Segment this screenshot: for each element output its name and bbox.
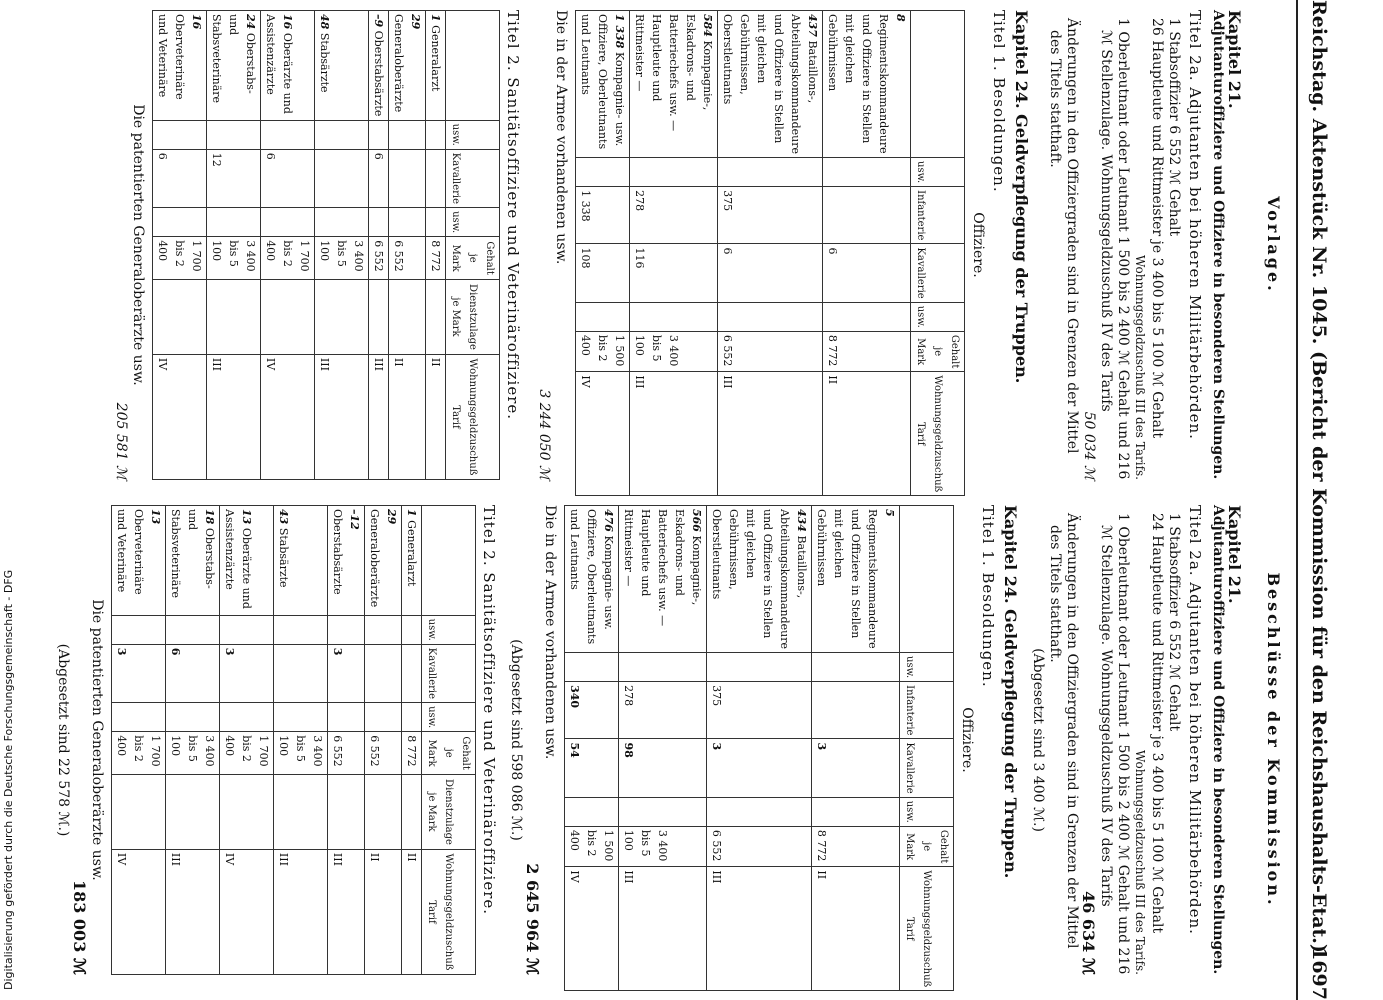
text-line: 1 Oberleutnant oder Leutnant 1 500 bis 2 400 ℳ Gehalt und 216 ℳ Stellenzulage. Wohnungsgeldzuschuß IV des Tarifs <box>1098 18 1131 480</box>
sum: 3 244 050 ℳ <box>536 389 552 480</box>
cell: 3 400 bis 5 100 <box>274 732 328 775</box>
table-header: usw. <box>900 797 954 826</box>
cell: 1 500 bis 2 400 <box>576 331 630 372</box>
text-line: 1 Oberleutnant oder Leutnant 1 500 bis 2 400 ℳ Gehalt und 216 ℳ Stellenzulage. Wohnungsgeldzuschuß IV des Tarifs <box>1098 513 1131 975</box>
cell: 3 400 bis 5 100 <box>315 237 369 280</box>
row-label: Oberstabs- und Stabsveterinäre <box>210 14 257 104</box>
title-heading: Titel 2. Sanitätsoffiziere und Veterinäroffiziere. <box>480 505 498 916</box>
cell <box>812 682 900 739</box>
column-beschluesse <box>50 505 1290 988</box>
medical-table <box>111 505 476 975</box>
column-heading: Beschlüsse der Kommission. <box>1264 572 1283 908</box>
cell: II <box>402 849 422 974</box>
row-count: 566 <box>690 509 703 532</box>
row-count: 434 <box>795 509 808 532</box>
cell: 12 <box>207 149 261 207</box>
cell <box>426 149 446 207</box>
table-row <box>707 506 812 991</box>
text-line: 1 Stabsoffizier 6 552 ℳ Gehalt <box>1166 18 1182 237</box>
column-heading: Vorlage. <box>1264 196 1283 294</box>
cell: 116 <box>630 244 718 302</box>
row-label: Bataillons-, Abteilungskommandeure und Offiziere in Stellen mit gleichen Gebührnissen, Oberstleutnants <box>721 14 819 155</box>
row-count: 13 <box>149 509 162 525</box>
text-line: Die patentierten Generaloberärzte usw. <box>89 599 105 881</box>
row-label: Generalarzt <box>429 25 442 92</box>
cell: 1 500 bis 2 400 <box>565 826 619 867</box>
text-line: Änderungen in den Offiziergraden sind in Grenzen der Mittel des Titels statthaft. <box>1047 513 1080 949</box>
row-count: 8 <box>894 14 907 22</box>
header-title: Reichstag. Aktenstück Nr. 1045. (Bericht der Kommission für den Reichshaushalts-Etat.) <box>1308 0 1330 953</box>
row-count: 476 <box>602 509 615 532</box>
cell: 278 <box>619 682 707 739</box>
cell: II <box>812 867 900 991</box>
cell: 1 700 bis 2 400 <box>153 237 207 280</box>
row-count: 437 <box>806 14 819 37</box>
sum: 46 634 ℳ <box>1079 891 1098 975</box>
cell: 6 <box>166 644 220 702</box>
cell: IV <box>220 849 274 974</box>
row-count: –9 <box>372 14 385 28</box>
cell: 1 700 bis 2 400 <box>112 732 166 775</box>
cell: II <box>365 849 402 974</box>
cell: 6 552 <box>369 237 389 280</box>
row-count: 43 <box>277 509 290 525</box>
row-label: Oberveterinäre und Veterinäre <box>156 14 186 100</box>
table-header: Gehalt je Mark <box>911 331 965 372</box>
table-header: Wohnungsgeldzuschuß Tarif <box>422 849 476 974</box>
cell: 108 <box>576 244 630 302</box>
table-header: usw. <box>422 703 476 732</box>
cell: 375 <box>718 187 823 244</box>
table-row <box>812 506 900 991</box>
cell: 98 <box>619 739 707 797</box>
title-heading: Titel 2a. Adjutanten bei höheren Militärbehörden. <box>1186 10 1204 440</box>
cell: 6 <box>718 244 823 302</box>
officers-table <box>564 505 954 991</box>
column-vorlage <box>50 10 1290 493</box>
cell: 3 400 bis 5 100 <box>630 331 718 372</box>
chapter-heading: Kapitel 24. Geldverpflegung der Truppen. <box>1001 505 1020 879</box>
row-count: 16 <box>190 14 203 30</box>
table-row <box>426 11 446 480</box>
table-header: Wohnungsgeldzuschuß Tarif <box>900 867 954 991</box>
officers-table <box>575 10 965 496</box>
cell <box>365 644 402 702</box>
table-row <box>166 506 220 975</box>
table-row <box>389 11 426 480</box>
row-count: 1 <box>429 14 442 22</box>
cell: III <box>315 354 369 479</box>
cell: 8 772 <box>823 331 911 372</box>
row-label: Kompagnie-, Eskadrons- und Batteriechefs usw. — Hauptleute und Rittmeister — <box>622 509 703 627</box>
cell: IV <box>261 354 315 479</box>
brace-note: Wohnungsgeldzuschuß III des Tarifs. <box>1133 749 1147 975</box>
cell <box>274 644 328 702</box>
row-count: 16 <box>281 14 294 30</box>
chapter-heading: Kapitel 24. Geldverpflegung der Truppen. <box>1012 10 1031 384</box>
cell <box>402 644 422 702</box>
sum: 2 645 964 ℳ <box>523 863 542 975</box>
cell: 375 <box>707 682 812 739</box>
row-label: Stabsärzte <box>277 527 290 588</box>
cell: 6 552 <box>389 237 426 280</box>
section-heading: Offiziere. <box>959 707 975 773</box>
cell: IV <box>565 867 619 991</box>
cell: III <box>274 849 328 974</box>
table-header: usw. <box>446 208 500 237</box>
title-heading: Titel 2a. Adjutanten bei höheren Militärbehörden. <box>1186 505 1204 935</box>
cell: 3 400 bis 5 100 <box>619 826 707 867</box>
cell: III <box>619 867 707 991</box>
cell: III <box>207 354 261 479</box>
table-row <box>402 506 422 975</box>
dfg-credit-text: Digitalisierung gefördert durch die Deutsche Forschungsgemeinschaft - DFG <box>2 569 15 990</box>
row-label: Generaloberärzte <box>368 509 381 608</box>
table-header: usw. <box>900 653 954 682</box>
cell: III <box>707 867 812 991</box>
table-header: Gehalt je Mark <box>446 237 500 280</box>
table-row <box>328 506 365 975</box>
cell: 3 400 bis 5 100 <box>207 237 261 280</box>
running-header <box>1296 0 1338 1000</box>
cell <box>389 149 426 207</box>
table-header <box>446 11 500 121</box>
row-count: –12 <box>348 509 361 530</box>
table-row <box>565 506 619 991</box>
table-header: Kavallerie <box>446 149 500 207</box>
row-count: 29 <box>409 14 422 30</box>
table-row <box>261 11 315 480</box>
abgesetzt-note: (Abgesetzt sind 3 400 ℳ.) <box>1030 648 1046 832</box>
table-header: Dienstzulage je Mark <box>422 775 476 850</box>
row-count: 1 338 <box>613 14 626 49</box>
cell: III <box>718 372 823 496</box>
cell: 1 338 <box>576 187 630 244</box>
cell: 6 552 <box>707 826 812 867</box>
cell: 6 <box>153 149 207 207</box>
table-header: usw. <box>446 120 500 149</box>
row-label: Regimentskommandeure und Offiziere in Stellen mit gleichen Gebührnissen <box>815 509 879 649</box>
text-line: Die in der Armee vorhandenen usw. <box>542 505 558 760</box>
table-header: Kavallerie <box>900 739 954 797</box>
row-label: Regimentskommandeure und Offiziere in Stellen mit gleichen Gebührnissen <box>826 14 890 154</box>
table-header: Kavallerie <box>422 644 476 702</box>
table-header <box>900 506 954 653</box>
table-row <box>630 11 718 496</box>
table-row <box>112 506 166 975</box>
cell: 6 552 <box>718 331 823 372</box>
chapter-heading: Kapitel 21. <box>1225 10 1244 109</box>
row-label: Kompagnie-, Eskadrons- und Batteriechefs usw. — Hauptleute und Rittmeister — <box>633 14 714 132</box>
table-header: usw. <box>911 302 965 331</box>
cell: 3 <box>112 644 166 702</box>
table-row <box>274 506 328 975</box>
row-label: Oberstabs- und Stabsveterinäre <box>169 509 216 599</box>
table-row <box>207 11 261 480</box>
row-label: Oberstabsärzte <box>331 509 344 595</box>
table-row <box>220 506 274 975</box>
chapter-subheading: Adjutanturoffiziere und Offiziere in besonderen Stellungen. <box>1210 10 1226 480</box>
chapter-subheading: Adjutanturoffiziere und Offiziere in besonderen Stellungen. <box>1210 505 1226 975</box>
cell: III <box>166 849 220 974</box>
cell: 8 772 <box>402 732 422 775</box>
cell: IV <box>153 354 207 479</box>
row-count: 29 <box>385 509 398 525</box>
cell: IV <box>112 849 166 974</box>
cell: 6 552 <box>328 732 365 775</box>
row-count: 13 <box>240 509 253 525</box>
page-number: 1697 <box>1308 947 1330 1000</box>
row-label: Stabsärzte <box>318 32 331 93</box>
sum: 205 581 ℳ <box>113 402 129 480</box>
row-count: 584 <box>701 14 714 37</box>
row-count: 5 <box>883 509 896 517</box>
cell: 6 <box>369 149 389 207</box>
row-label: Generaloberärzte <box>392 14 405 113</box>
sum: 50 034 ℳ <box>1081 411 1097 480</box>
abgesetzt-note: (Abgesetzt sind 22 578 ℳ.) <box>55 643 71 837</box>
table-header: Gehalt je Mark <box>422 732 476 775</box>
table-row <box>315 11 369 480</box>
cell: II <box>823 372 911 496</box>
row-label: Kompagnie- usw. Offiziere, Oberleutnants und Leutnants <box>579 14 626 150</box>
chapter-heading: Kapitel 21. <box>1225 505 1244 604</box>
title-heading: Titel 1. Besoldungen. <box>979 505 997 688</box>
cell: III <box>328 849 365 974</box>
row-count: 1 <box>405 509 418 517</box>
row-label: Oberstabsärzte <box>372 30 385 117</box>
cell: 3 <box>220 644 274 702</box>
row-count: 24 <box>244 14 257 30</box>
cell: 6 552 <box>365 732 402 775</box>
cell: III <box>630 372 718 496</box>
table-header: Dienstzulage je Mark <box>446 280 500 355</box>
sum: 183 003 ℳ <box>70 879 89 975</box>
cell: 3 <box>812 739 900 797</box>
text-line: Änderungen in den Offiziergraden sind in Grenzen der Mittel des Titels statthaft. <box>1047 18 1080 454</box>
cell: II <box>389 354 426 479</box>
row-count: 18 <box>203 509 216 525</box>
abgesetzt-note: (Abgesetzt sind 598 086 ℳ.) <box>508 639 524 841</box>
cell: 3 400 bis 5 100 <box>166 732 220 775</box>
table-header: Kavallerie <box>911 244 965 302</box>
row-count: 48 <box>318 14 331 30</box>
table-header: Wohnungsgeldzuschuß Tarif <box>911 372 965 496</box>
table-row <box>369 11 389 480</box>
cell: 6 <box>261 149 315 207</box>
table-header <box>422 506 476 616</box>
cell: 3 <box>328 644 365 702</box>
table-header: usw. <box>422 615 476 644</box>
table-row <box>365 506 402 975</box>
dfg-credit <box>2 569 16 998</box>
medical-table <box>152 10 500 480</box>
rotated-scan <box>40 0 1340 1000</box>
row-label: Oberveterinäre und Veterinäre <box>115 509 145 595</box>
row-label: Oberärzte und Assistenzärzte <box>223 509 253 609</box>
cell: III <box>369 354 389 479</box>
table-header: Infanterie <box>900 682 954 739</box>
table-row <box>823 11 911 496</box>
table-row <box>619 506 707 991</box>
table-row <box>576 11 630 496</box>
cell: 340 <box>565 682 619 739</box>
table-row <box>718 11 823 496</box>
cell: 1 700 bis 2 400 <box>261 237 315 280</box>
table-header: Wohnungsgeldzuschuß Tarif <box>446 354 500 479</box>
text-line: 26 Hauptleute und Rittmeister je 3 400 bis 5 100 ℳ Gehalt <box>1149 18 1165 439</box>
table-header: Infanterie <box>911 187 965 244</box>
cell: IV <box>576 372 630 496</box>
brace-note: Wohnungsgeldzuschuß III des Tarifs. <box>1133 254 1147 480</box>
cell <box>315 149 369 207</box>
table-header: Gehalt je Mark <box>900 826 954 867</box>
cell: 6 <box>823 244 911 302</box>
section-heading: Offiziere. <box>970 212 986 278</box>
cell: 8 772 <box>426 237 446 280</box>
row-label: Oberärzte und Assistenzärzte <box>264 14 294 114</box>
text-line: 24 Hauptleute und Rittmeister je 3 400 bis 5 100 ℳ Gehalt <box>1149 513 1165 934</box>
table-row <box>153 11 207 480</box>
cell: 54 <box>565 739 619 797</box>
cell: 3 <box>707 739 812 797</box>
title-heading: Titel 2. Sanitätsoffiziere und Veterinäroffiziere. <box>504 10 522 421</box>
row-label: Generalarzt <box>405 520 418 587</box>
cell: II <box>426 354 446 479</box>
table-header: usw. <box>911 158 965 187</box>
cell: 8 772 <box>812 826 900 867</box>
text-line: 1 Stabsoffizier 6 552 ℳ Gehalt <box>1166 513 1182 732</box>
row-label: Bataillons-, Abteilungskommandeure und Offiziere in Stellen mit gleichen Gebührnissen, Oberstleutnants <box>710 509 808 650</box>
cell <box>823 187 911 244</box>
text-line: Die in der Armee vorhandenen usw. <box>553 10 569 265</box>
table-header <box>911 11 965 158</box>
cell: 1 700 bis 2 400 <box>220 732 274 775</box>
row-label: Kompagnie- usw. Offiziere, Oberleutnants und Leutnants <box>568 509 615 645</box>
title-heading: Titel 1. Besoldungen. <box>990 10 1008 193</box>
text-line: Die patentierten Generaloberärzte usw. <box>130 104 146 386</box>
cell: 278 <box>630 187 718 244</box>
